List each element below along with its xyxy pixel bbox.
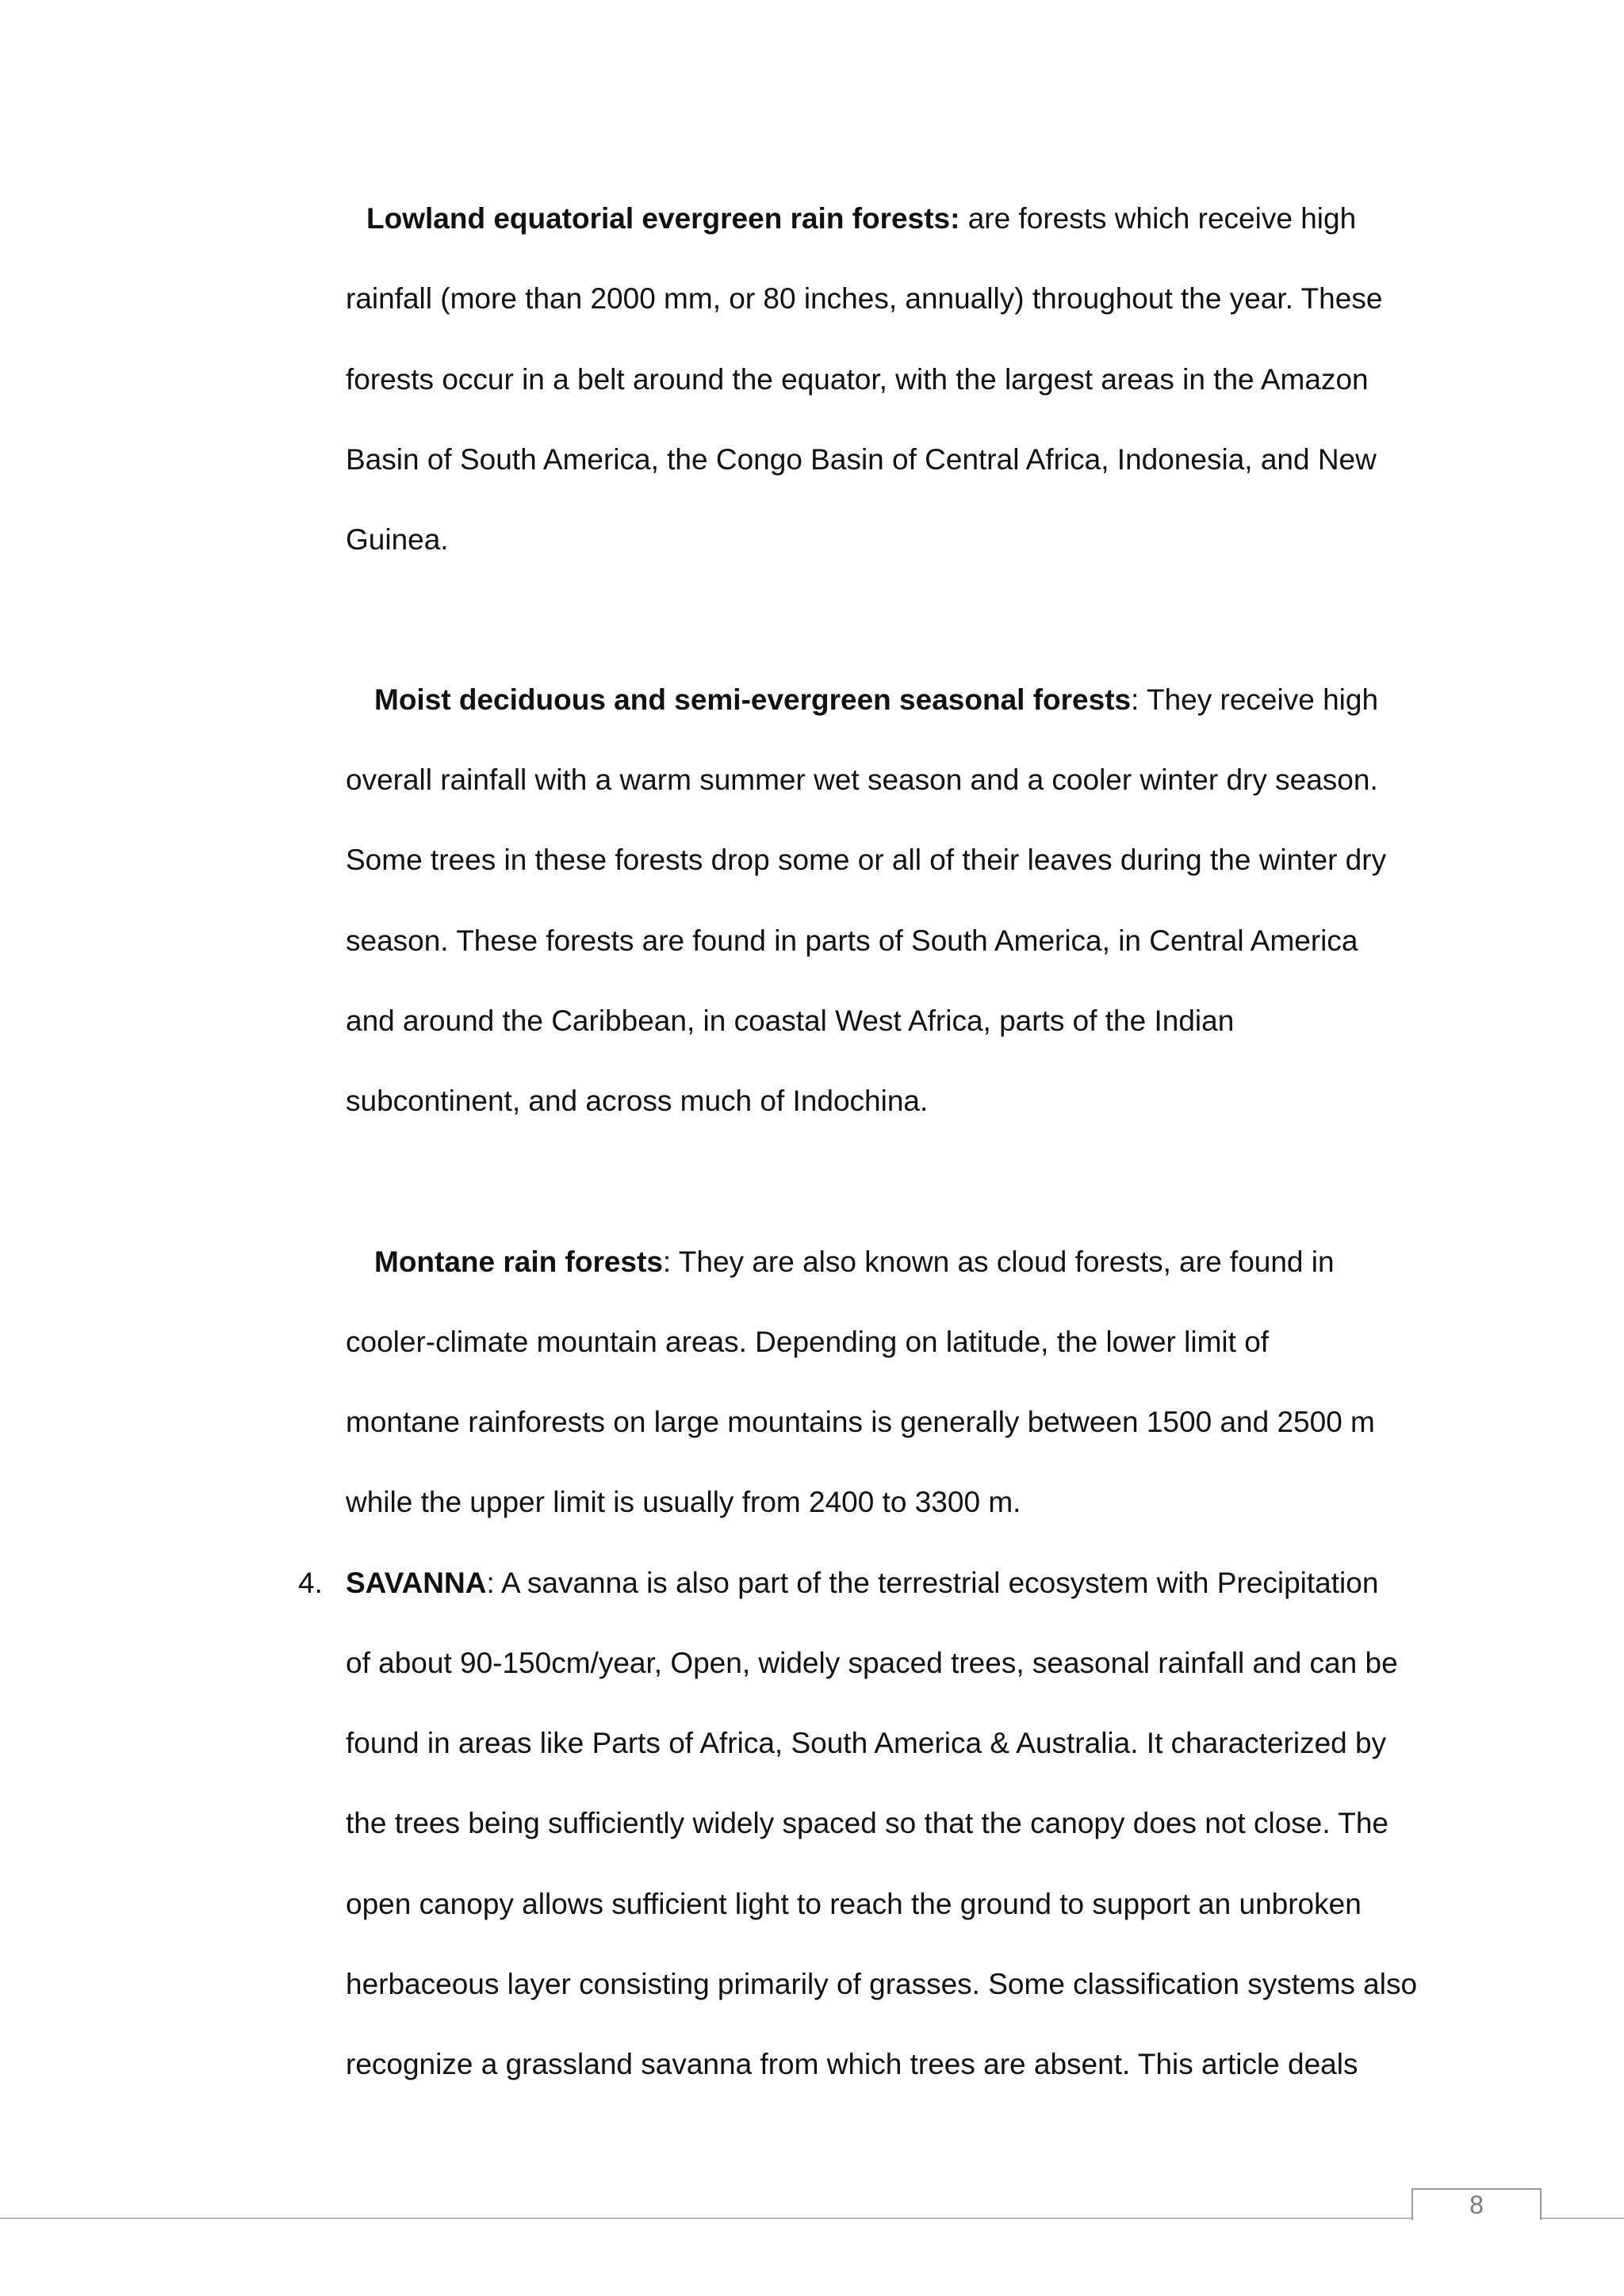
paragraph-1-line-5: Guinea. (346, 523, 449, 556)
list-item-4-line-4: the trees being sufficiently widely spaced so that the canopy does not close. The (346, 1807, 1388, 1839)
paragraph-1-line-1 (366, 200, 1356, 238)
list-item-4-term: SAVANNA (346, 1567, 487, 1599)
paragraph-1-text: are forests which receive high (959, 202, 1357, 235)
paragraph-1-line-4: Basin of South America, the Congo Basin of Central Africa, Indonesia, and New (346, 443, 1377, 476)
footer-rule (0, 2218, 1624, 2219)
paragraph-1-term: Lowland equatorial evergreen rain forests: (366, 202, 960, 235)
paragraph-2-term: Moist deciduous and semi-evergreen seasonal forests (374, 683, 1132, 716)
paragraph-3-line-3: montane rainforests on large mountains is generally between 1500 and 2500 m (346, 1406, 1375, 1438)
paragraph-2-line-1 (374, 681, 1378, 719)
paragraph-1-line-3: forests occur in a belt around the equator, with the largest areas in the Amazon (346, 363, 1369, 396)
list-item-4-text: : A savanna is also part of the terrestrial ecosystem with Precipitation (486, 1567, 1379, 1599)
list-item-4-line-7: recognize a grassland savanna from which trees are absent. This article deals (346, 2048, 1358, 2080)
paragraph-3-line-1 (374, 1243, 1335, 1281)
paragraph-2-line-3: Some trees in these forests drop some or all of their leaves during the winter dry (346, 844, 1387, 876)
paragraph-2-line-6: subcontinent, and across much of Indochina. (346, 1085, 929, 1117)
paragraph-3-text: : They are also known as cloud forests, are found in (662, 1246, 1335, 1278)
paragraph-2-line-5: and around the Caribbean, in coastal West Africa, parts of the Indian (346, 1004, 1235, 1037)
paragraph-2-line-2: overall rainfall with a warm summer wet season and a cooler winter dry season. (346, 763, 1378, 796)
list-item-4-line-6: herbaceous layer consisting primarily of grasses. Some classification systems also (346, 1968, 1418, 2000)
paragraph-3-line-4: while the upper limit is usually from 2400 to 3300 m. (346, 1486, 1021, 1518)
paragraph-3-line-2: cooler-climate mountain areas. Depending on latitude, the lower limit of (346, 1326, 1270, 1358)
list-item-number: 4. (298, 1567, 323, 1599)
page-number: 8 (1469, 2191, 1484, 2219)
paragraph-2-text: : They receive high (1131, 683, 1379, 716)
paragraph-3-term: Montane rain forests (374, 1246, 663, 1278)
paragraph-1-line-2: rainfall (more than 2000 mm, or 80 inches, annually) throughout the year. These (346, 282, 1383, 315)
list-item-4-line-2: of about 90-150cm/year, Open, widely spaced trees, seasonal rainfall and can be (346, 1647, 1398, 1679)
paragraph-2-line-4: season. These forests are found in parts of South America, in Central America (346, 924, 1358, 957)
list-item-4-line-3: found in areas like Parts of Africa, South America & Australia. It characterized by (346, 1727, 1387, 1759)
list-item-4-line-1 (346, 1564, 1378, 1602)
list-item-4-line-5: open canopy allows sufficient light to reach the ground to support an unbroken (346, 1888, 1362, 1920)
